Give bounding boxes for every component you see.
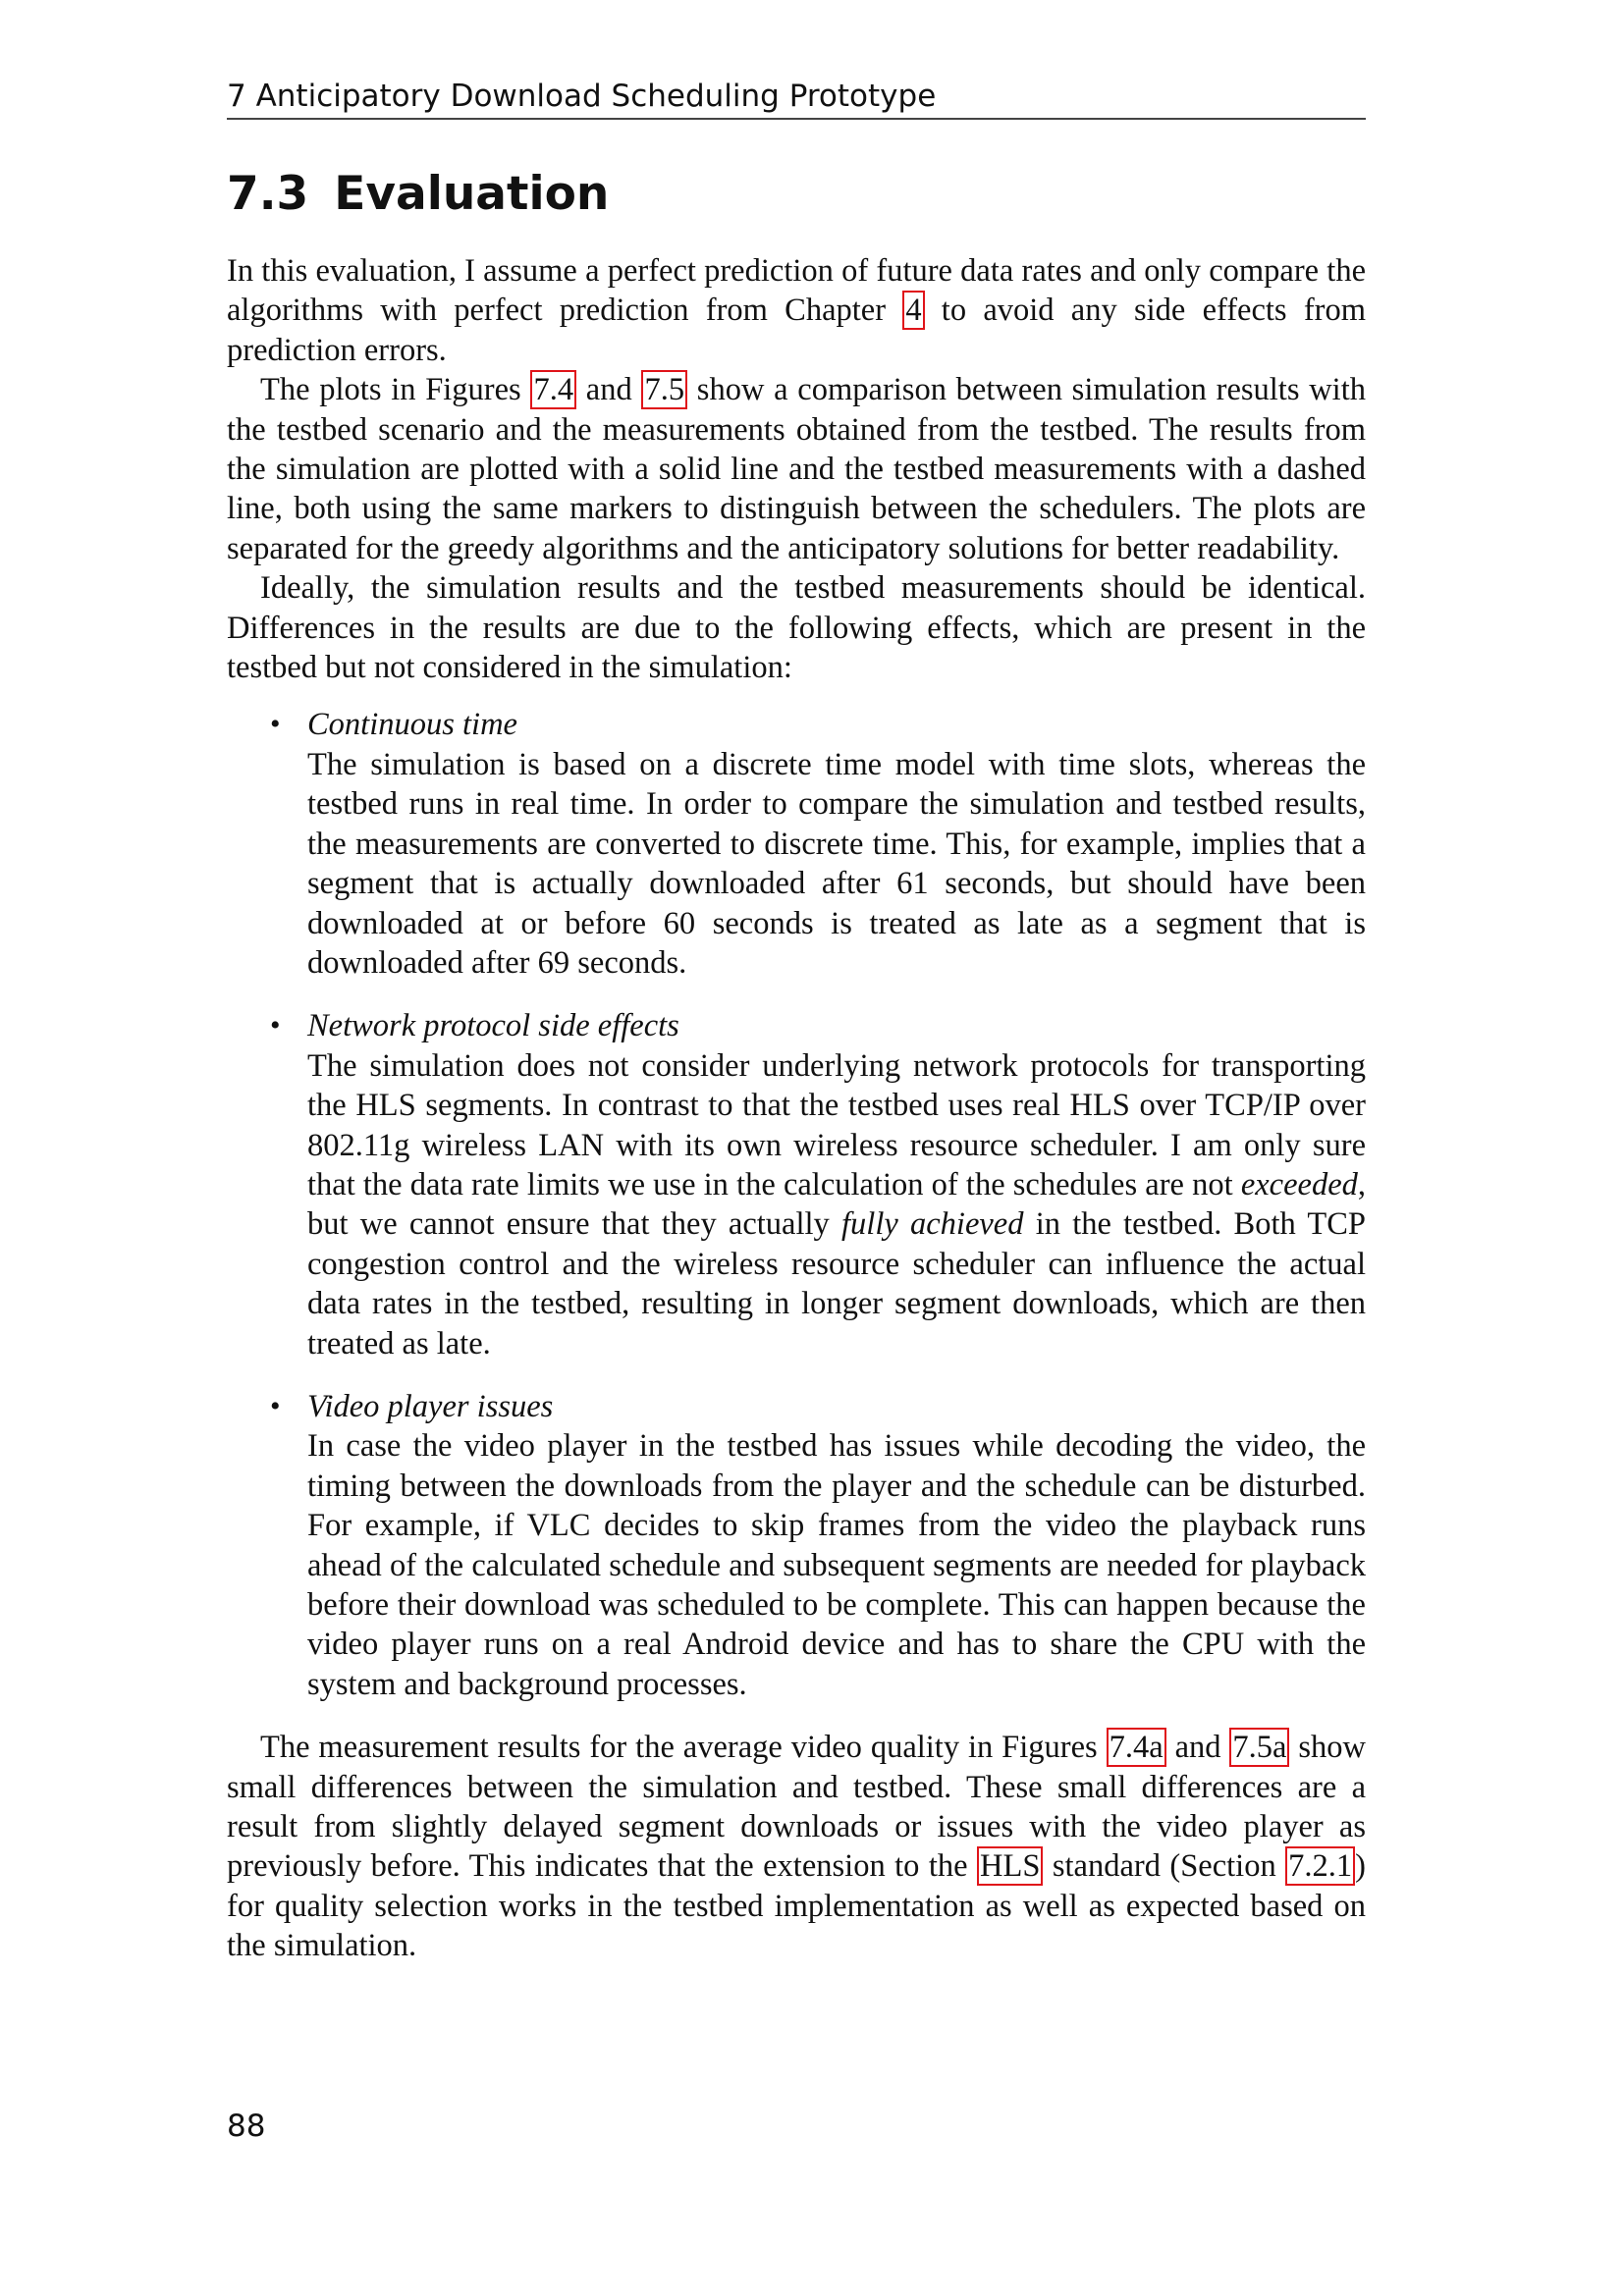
list-item-text — [307, 1046, 1366, 1363]
paragraph-3: Ideally, the simulation results and the testbed measurements should be identical. Differences in the results are due to the following effects, which are present in the testbed but not considered in the simulation: — [227, 570, 1366, 686]
page-number: 88 — [227, 2109, 266, 2144]
text-run: In this evaluation, I assume a perfect prediction of future data rates and only compare the algorithms with perfect prediction from Chapter — [227, 253, 1366, 329]
emphasis: exceeded — [1240, 1166, 1358, 1202]
effects-list — [227, 705, 1366, 1704]
body-text — [227, 251, 1366, 1966]
text-run: in the testbed. Both TCP congestion control and the wireless resource scheduler can influence the actual data rates in the testbed, resulting in longer segment downloads, which are then treated as late. — [307, 1206, 1366, 1362]
chapter-link[interactable]: 4 — [902, 291, 924, 330]
section-title-text: Evaluation — [334, 167, 610, 221]
list-item — [227, 705, 1366, 983]
paragraph-1 — [227, 251, 1366, 370]
figure-link[interactable]: 7.4 — [530, 370, 576, 409]
list-item — [227, 1006, 1366, 1363]
text-run: and — [1165, 1730, 1230, 1766]
list-item — [227, 1387, 1366, 1704]
text-run: show a comparison between simulation results with the testbed scenario and the measurements obtained from the testbed. The results from the simulation are plotted with a solid line and the testbed measurements with a dashed line, both using the same markers to distinguish between the schedulers. The plots are separated for the greedy algorithms and the anticipatory solutions for better readability. — [227, 372, 1366, 566]
list-item-text: In case the video player in the testbed has issues while decoding the video, the timing between the downloads from the player and the schedule can be disturbed. For example, if VLC decides to skip frames from the video the playback runs ahead of the calculated schedule and subsequent segments are needed for playback before their download was scheduled to be complete. This can happen because the video player runs on a real Android device and has to share the CPU with the system and background processes. — [307, 1428, 1366, 1702]
emphasis: fully achieved — [841, 1206, 1024, 1243]
paragraph-4 — [227, 1728, 1366, 1965]
list-item-text: The simulation is based on a discrete time model with time slots, whereas the testbed runs in real time. In order to compare the simulation and testbed results, the measurements are converted to discrete time. This, for example, implies that a segment that is actually downloaded after 61 seconds, but should have been downloaded at or before 60 seconds is treated as late as a segment that is downloaded after 69 seconds. — [307, 746, 1366, 981]
figure-link[interactable]: 7.5a — [1229, 1728, 1289, 1767]
text-run: and — [576, 372, 642, 408]
figure-link[interactable]: 7.4a — [1107, 1728, 1166, 1767]
text-run: The simulation does not consider underlying network protocols for transporting the HLS segments. In contrast to that the testbed uses real HLS over TCP/IP over 802.11g wireless LAN with its own wireless resource scheduler. I am only sure that the data rate limits we use in the calculation of the schedules are not — [307, 1047, 1366, 1202]
running-head: 7 Anticipatory Download Scheduling Prototype — [227, 77, 1366, 120]
text-run: The plots in Figures — [260, 372, 531, 408]
glossary-link[interactable]: HLS — [977, 1846, 1043, 1886]
text-run: , but we cannot ensure that they actually — [307, 1166, 1366, 1243]
section-link[interactable]: 7.2.1 — [1285, 1846, 1355, 1886]
bullet-icon: • — [270, 1009, 281, 1042]
text-run: ) for quality selection works in the testbed implementation as well as expected based on the simulation. — [227, 1848, 1366, 1964]
list-item-title: Video player issues — [307, 1388, 554, 1424]
figure-link[interactable]: 7.5 — [641, 370, 687, 409]
section-number: 7.3 — [227, 167, 309, 221]
section-title — [227, 167, 609, 222]
text-run: The measurement results for the average video quality in Figures — [260, 1730, 1107, 1766]
paragraph-2 — [227, 370, 1366, 568]
bullet-icon: • — [270, 708, 281, 741]
list-item-title: Network protocol side effects — [307, 1008, 679, 1044]
list-item-title: Continuous time — [307, 707, 517, 743]
text-run: to avoid any side effects from prediction errors. — [227, 293, 1367, 368]
bullet-icon: • — [270, 1389, 281, 1422]
text-run: standard (Section — [1043, 1848, 1286, 1885]
text-run: show small differences between the simulation and testbed. These small differences are a result from slightly delayed segment downloads or issues with the video player as previously before. This indicates that the extension to the — [227, 1730, 1366, 1885]
